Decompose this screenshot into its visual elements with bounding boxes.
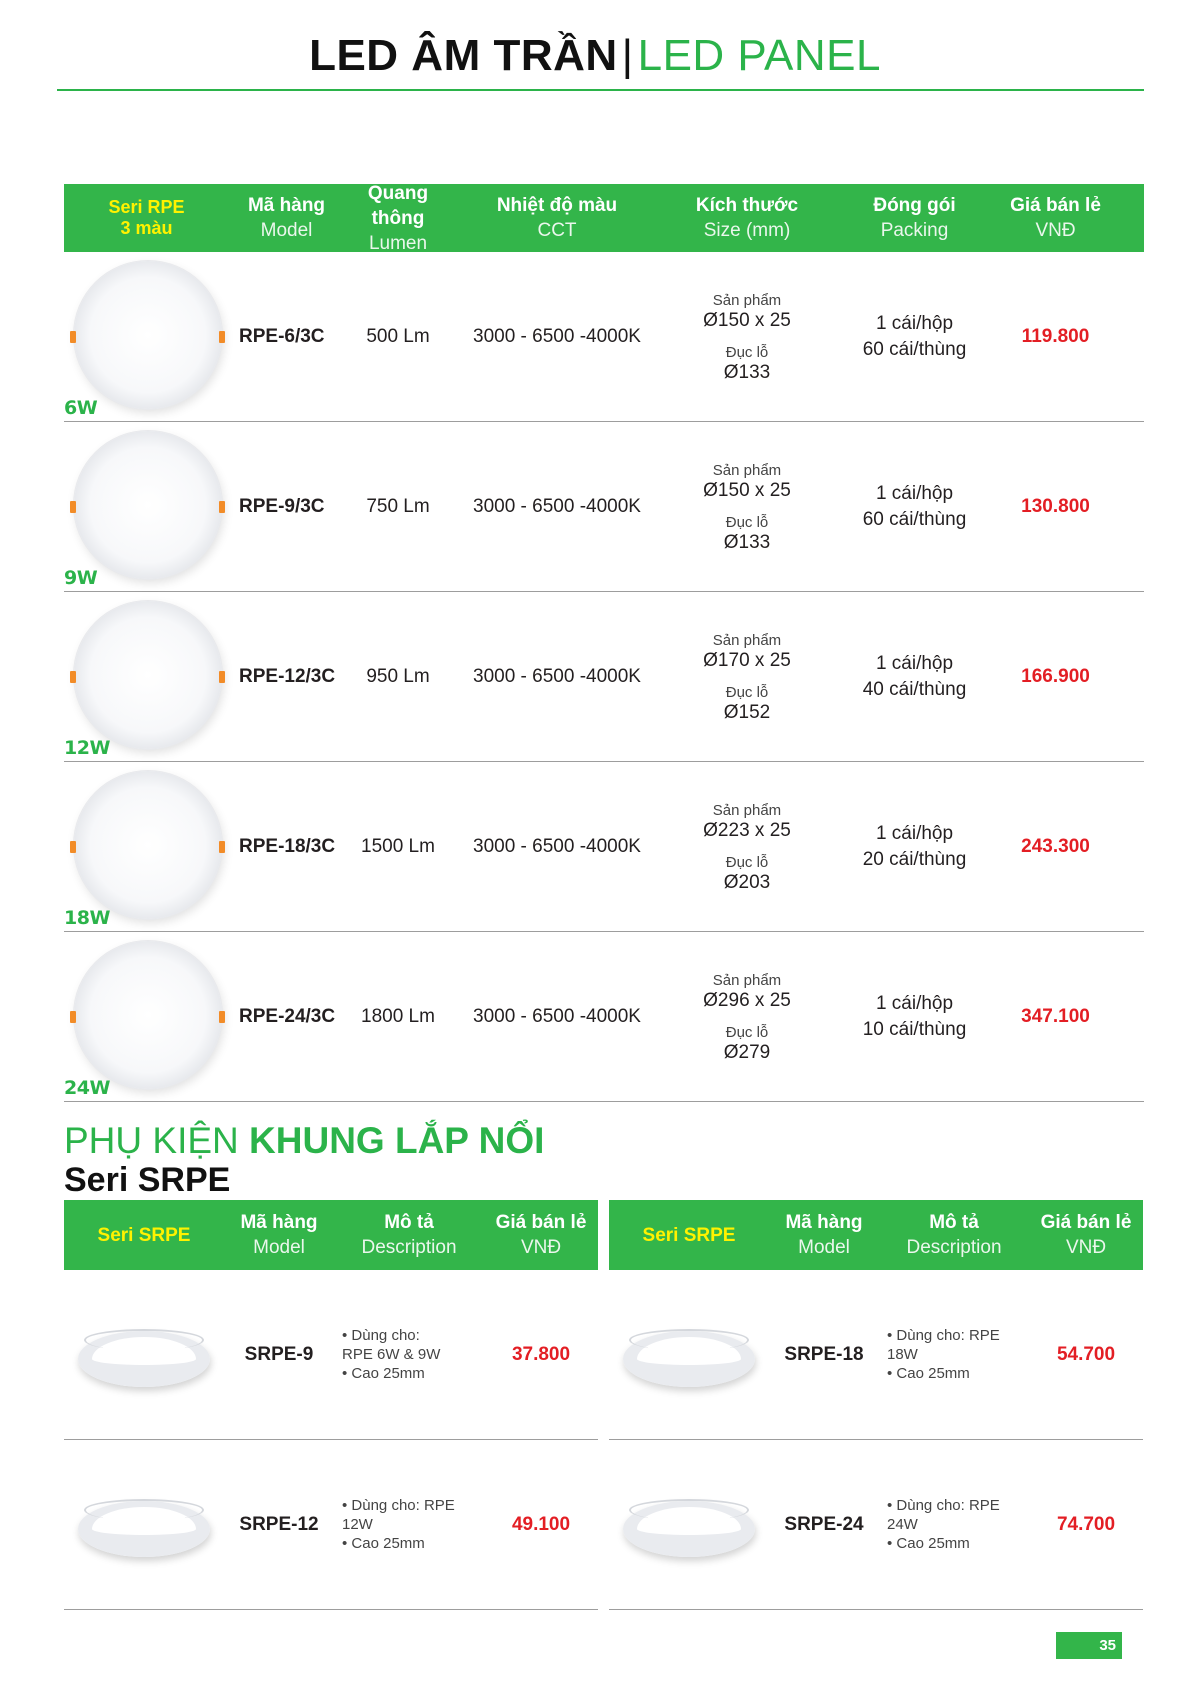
model-code: RPE-9/3C: [239, 495, 325, 517]
lumen-value: 750 Lm: [366, 495, 430, 517]
price: 130.800: [1021, 495, 1090, 517]
size-info: Sản phẩm Ø150 x 25 Đục lỗ Ø133: [703, 291, 791, 383]
header-series: Seri RPE 3 màu: [108, 197, 185, 238]
title-separator: |: [621, 31, 634, 80]
price: 119.800: [1021, 325, 1090, 347]
cct-value: 3000 - 6500 -4000K: [473, 1005, 641, 1027]
model-code: RPE-12/3C: [239, 665, 336, 687]
cct-value: 3000 - 6500 -4000K: [473, 665, 641, 687]
panel-light-image: [74, 941, 222, 1089]
wattage-label: 24W: [64, 1077, 110, 1099]
header-packing: Đóng gói Packing: [873, 195, 956, 241]
header-price: Giá bán lẻ VNĐ: [1010, 195, 1101, 241]
page-title: [0, 30, 1190, 82]
frame-image: [609, 1305, 769, 1405]
header-description: Mô tả Description: [361, 1212, 457, 1258]
lumen-value: 950 Lm: [366, 665, 430, 687]
price: 49.100: [511, 1513, 571, 1535]
frame-image: [609, 1475, 769, 1575]
wattage-label: 12W: [64, 737, 110, 759]
product-image: [64, 423, 229, 591]
model-code: RPE-18/3C: [239, 835, 336, 857]
model-code: SRPE-9: [244, 1343, 314, 1365]
packing-info: 1 cái/hộp 60 cái/thùng: [862, 312, 967, 360]
packing-info: 1 cái/hộp 40 cái/thùng: [862, 652, 967, 700]
cct-value: 3000 - 6500 -4000K: [473, 835, 641, 857]
header-model: Mã hàng Model: [247, 195, 326, 241]
description: • Dùng cho: RPE 12W • Cao 25mm: [342, 1497, 455, 1552]
header-model: Mã hàng Model: [785, 1212, 863, 1258]
wattage-label: 6W: [64, 397, 98, 419]
accessory-table-header: [64, 1200, 598, 1270]
accessory-table-left: [64, 1200, 598, 1610]
cct-value: 3000 - 6500 -4000K: [473, 495, 641, 517]
table-row: [609, 1270, 1143, 1440]
lumen-value: 500 Lm: [366, 325, 430, 347]
header-price: Giá bán lẻ VNĐ: [1040, 1212, 1132, 1258]
title-bold: LED ÂM TRẦN: [309, 31, 618, 80]
model-code: SRPE-18: [784, 1343, 864, 1365]
size-info: Sản phẩm Ø223 x 25 Đục lỗ Ø203: [703, 801, 791, 893]
price: 243.300: [1021, 835, 1090, 857]
product-image: [64, 253, 229, 421]
header-size: Kích thước Size (mm): [695, 195, 799, 241]
panel-light-image: [74, 601, 222, 749]
table-row: [64, 592, 1144, 762]
accessory-table-right: [609, 1200, 1143, 1610]
frame-image: [64, 1305, 224, 1405]
product-image: [64, 933, 229, 1101]
title-light: LED PANEL: [637, 31, 881, 80]
description: • Dùng cho: RPE 24W • Cao 25mm: [887, 1497, 1000, 1552]
frame-image: [64, 1475, 224, 1575]
model-code: RPE-24/3C: [239, 1005, 336, 1027]
accessory-subtitle: Seri SRPE: [64, 1161, 231, 1199]
panel-light-image: [74, 261, 222, 409]
packing-info: 1 cái/hộp 20 cái/thùng: [862, 822, 967, 870]
lumen-value: 1800 Lm: [361, 1005, 435, 1027]
product-image: [64, 593, 229, 761]
wattage-label: 18W: [64, 907, 110, 929]
packing-info: 1 cái/hộp 60 cái/thùng: [862, 482, 967, 530]
model-code: SRPE-12: [239, 1513, 319, 1535]
description: • Dùng cho: RPE 6W & 9W • Cao 25mm: [342, 1327, 441, 1382]
description: • Dùng cho: RPE 18W • Cao 25mm: [887, 1327, 1000, 1382]
size-info: Sản phẩm Ø170 x 25 Đục lỗ Ø152: [703, 631, 791, 723]
price: 347.100: [1021, 1005, 1090, 1027]
header-lumen: Quang thông Lumen: [367, 182, 429, 254]
header-model: Mã hàng Model: [240, 1212, 318, 1258]
price: 166.900: [1021, 665, 1090, 687]
price: 37.800: [511, 1343, 571, 1365]
header-price: Giá bán lẻ VNĐ: [495, 1212, 587, 1258]
table-row: [64, 762, 1144, 932]
header-series: Seri SRPE: [97, 1224, 191, 1246]
price: 54.700: [1056, 1343, 1116, 1365]
page-number: 35: [1056, 1632, 1122, 1659]
table-row: [64, 1270, 598, 1440]
header-series: Seri SRPE: [642, 1224, 736, 1246]
cct-value: 3000 - 6500 -4000K: [473, 325, 641, 347]
table-row: [64, 422, 1144, 592]
table-row: [64, 1440, 598, 1610]
lumen-value: 1500 Lm: [361, 835, 435, 857]
table-row: [609, 1440, 1143, 1610]
panel-light-image: [74, 771, 222, 919]
accessory-title: PHỤ KIỆN KHUNG LẮP NỔI: [64, 1120, 545, 1161]
title-rule: [57, 89, 1144, 91]
model-code: SRPE-24: [784, 1513, 864, 1535]
header-description: Mô tả Description: [906, 1212, 1002, 1258]
packing-info: 1 cái/hộp 10 cái/thùng: [862, 992, 967, 1040]
panel-light-image: [74, 431, 222, 579]
model-code: RPE-6/3C: [239, 325, 325, 347]
size-info: Sản phẩm Ø150 x 25 Đục lỗ Ø133: [703, 461, 791, 553]
table-row: [64, 932, 1144, 1102]
table-row: [64, 252, 1144, 422]
accessory-table-header: [609, 1200, 1143, 1270]
price: 74.700: [1056, 1513, 1116, 1535]
size-info: Sản phẩm Ø296 x 25 Đục lỗ Ø279: [703, 971, 791, 1063]
wattage-label: 9W: [64, 567, 98, 589]
product-table: [64, 184, 1144, 1102]
product-table-header: [64, 184, 1144, 252]
product-image: [64, 763, 229, 931]
header-cct: Nhiệt độ màu CCT: [496, 195, 618, 241]
